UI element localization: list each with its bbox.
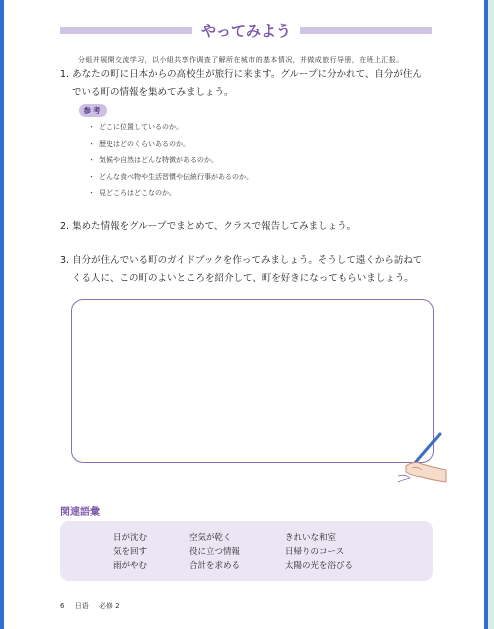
vocab-column-1 [113,531,147,573]
question-2: 2. 集めた情報をグループでまとめて、クラスで報告してみましょう。 [60,221,357,232]
question-3-line-1: 3. 自分が住んでいる町のガイドブックを作ってみましょう。そうして遠くから訪ねて [60,255,423,266]
vocab-item: 空気が乾く [189,533,232,543]
vocab-column-2 [189,531,240,573]
vocab-box [60,521,433,581]
section-header [60,18,432,44]
vocab-item: 役に立つ情報 [189,547,241,557]
header-bar-left [60,27,192,34]
page-margin-strip [488,0,494,629]
vocab-item: 雨がやむ [113,561,148,571]
page-number: 6 [60,602,65,610]
list-item: ・ 歴史はどのくらいあるのか。 [88,139,190,148]
book-volume: 必修 2 [98,602,120,610]
list-item: ・ 気候や自然はどんな特徴があるのか。 [88,156,218,164]
intro-note: 分組并展開交流学习，以小組共享作调查了解所在城市的基本情况，并做成旅行导册，在班上汇报。 [78,56,404,64]
question-3 [60,252,440,288]
book-name: 日语 [74,602,89,610]
vocab-item: 合計を求める [189,561,241,571]
vocab-item: 太陽の光を浴びる [285,561,354,571]
left-page-edge [0,0,4,629]
hand-writing-icon [392,430,448,486]
question-1 [60,66,440,102]
question-1-line-2: でいる町の情報を集めてみましょう。 [72,87,234,98]
question-3-line-2: くる人に、この町のよいところを紹介して、町を好きになってもらいましょう。 [72,273,414,284]
reference-list [88,119,253,202]
list-item: ・ どこに位置しているのか。 [88,123,183,131]
question-1-line-1: 1. あなたの町に日本からの高校生が旅行に来ます。グループに分かれて、自分が住ん [60,69,422,80]
list-item: ・ 見どころはどこなのか。 [88,189,176,197]
page-title: やってみよう [200,22,291,40]
vocab-column-3 [285,531,353,573]
vocab-item: きれいな和室 [285,533,337,543]
writing-area[interactable] [71,299,434,463]
vocab-item: 日が沈む [113,533,148,543]
vocab-item: 日帰りのコース [285,547,345,557]
vocab-title: 関連語彙 [60,507,100,518]
reference-badge: 参考 [79,104,107,117]
header-bar-right [300,27,432,34]
page-footer [60,601,128,611]
list-item: ・ どんな食べ物や生活習慣や伝統行事があるのか。 [88,172,253,181]
vocab-item: 気を回す [113,547,148,557]
